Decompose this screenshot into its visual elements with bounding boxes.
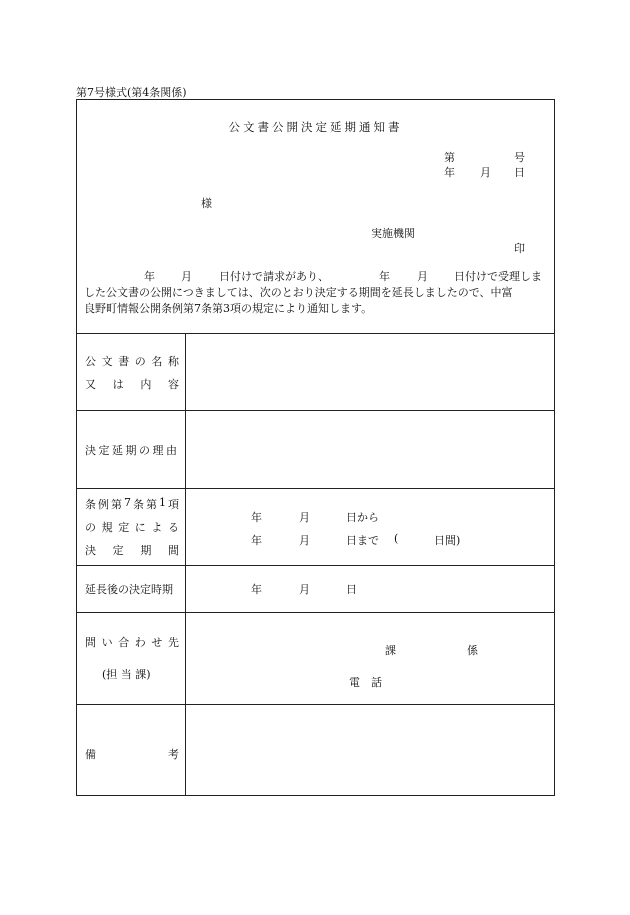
body-request-month: 月 (181, 270, 192, 283)
addressee-suffix: 様 (201, 197, 212, 210)
row-divider (77, 704, 554, 705)
body-receipt-month: 月 (417, 270, 428, 283)
period-until-year: 年 (251, 534, 262, 547)
doc-name-label-line2: 又 は 内 容 (85, 378, 179, 391)
contact-phone: 電 話 (349, 676, 382, 689)
contact-unit: 係 (467, 644, 478, 657)
period-from-year: 年 (251, 511, 262, 524)
row-divider (77, 410, 554, 411)
document-title: 公文書公開決定延期通知書 (228, 120, 403, 134)
issue-date-month: 月 (480, 166, 491, 179)
after-month: 月 (299, 583, 310, 596)
doc-name-label-line1: 公 文 書 の 名 称 (85, 355, 179, 368)
body-line-2: した公文書の公開につきましては、次のとおり決定する期間を延長しましたので、中富 (84, 286, 513, 299)
period-from-month: 月 (299, 511, 310, 524)
row-divider (77, 333, 554, 334)
remarks-label: 備 考 (85, 748, 179, 761)
after-day: 日 (346, 583, 357, 596)
number-prefix: 第 (444, 151, 455, 164)
row-divider (77, 612, 554, 613)
period-label-line3: 決 定 期 間 (85, 544, 179, 557)
period-days-open: ( (394, 532, 399, 545)
period-label-line1: 条 例 第 7 条 第 1 項 (85, 496, 179, 511)
period-until-month: 月 (299, 534, 310, 547)
number-suffix: 号 (514, 151, 525, 164)
contact-label-line2: (担 当 課) (102, 668, 151, 681)
reason-label: 決定延期の理由 (85, 444, 180, 457)
period-from-day: 日から (346, 511, 379, 524)
period-label-line2: の 規 定 に よ る (85, 521, 179, 534)
contact-label-line1: 問 い 合 わ せ 先 (85, 636, 179, 649)
agency-label: 実施機関 (371, 227, 415, 240)
row-divider (77, 488, 554, 489)
row-divider (77, 565, 554, 566)
column-divider (185, 333, 186, 796)
body-receipt-year: 年 (379, 270, 390, 283)
after-extension-label: 延長後の決定時期 (85, 583, 173, 596)
notice-body (84, 269, 552, 317)
body-line-3: 良野町情報公開条例第7条第3項の規定により通知します。 (84, 302, 373, 315)
seal-mark: 印 (514, 242, 525, 255)
body-request-year: 年 (144, 270, 155, 283)
period-days-close: 日間) (434, 534, 461, 547)
contact-section: 課 (385, 644, 396, 657)
body-request-text: 日付けで請求があり、 (219, 270, 329, 283)
period-until-day: 日まで (346, 534, 379, 547)
form-number-label: 第7号様式(第4条関係) (76, 86, 187, 99)
body-receipt-text: 日付けで受理しま (454, 270, 542, 283)
issue-date-year: 年 (444, 166, 455, 179)
notice-form (76, 99, 555, 796)
issue-date-day: 日 (514, 166, 525, 179)
after-year: 年 (251, 583, 262, 596)
